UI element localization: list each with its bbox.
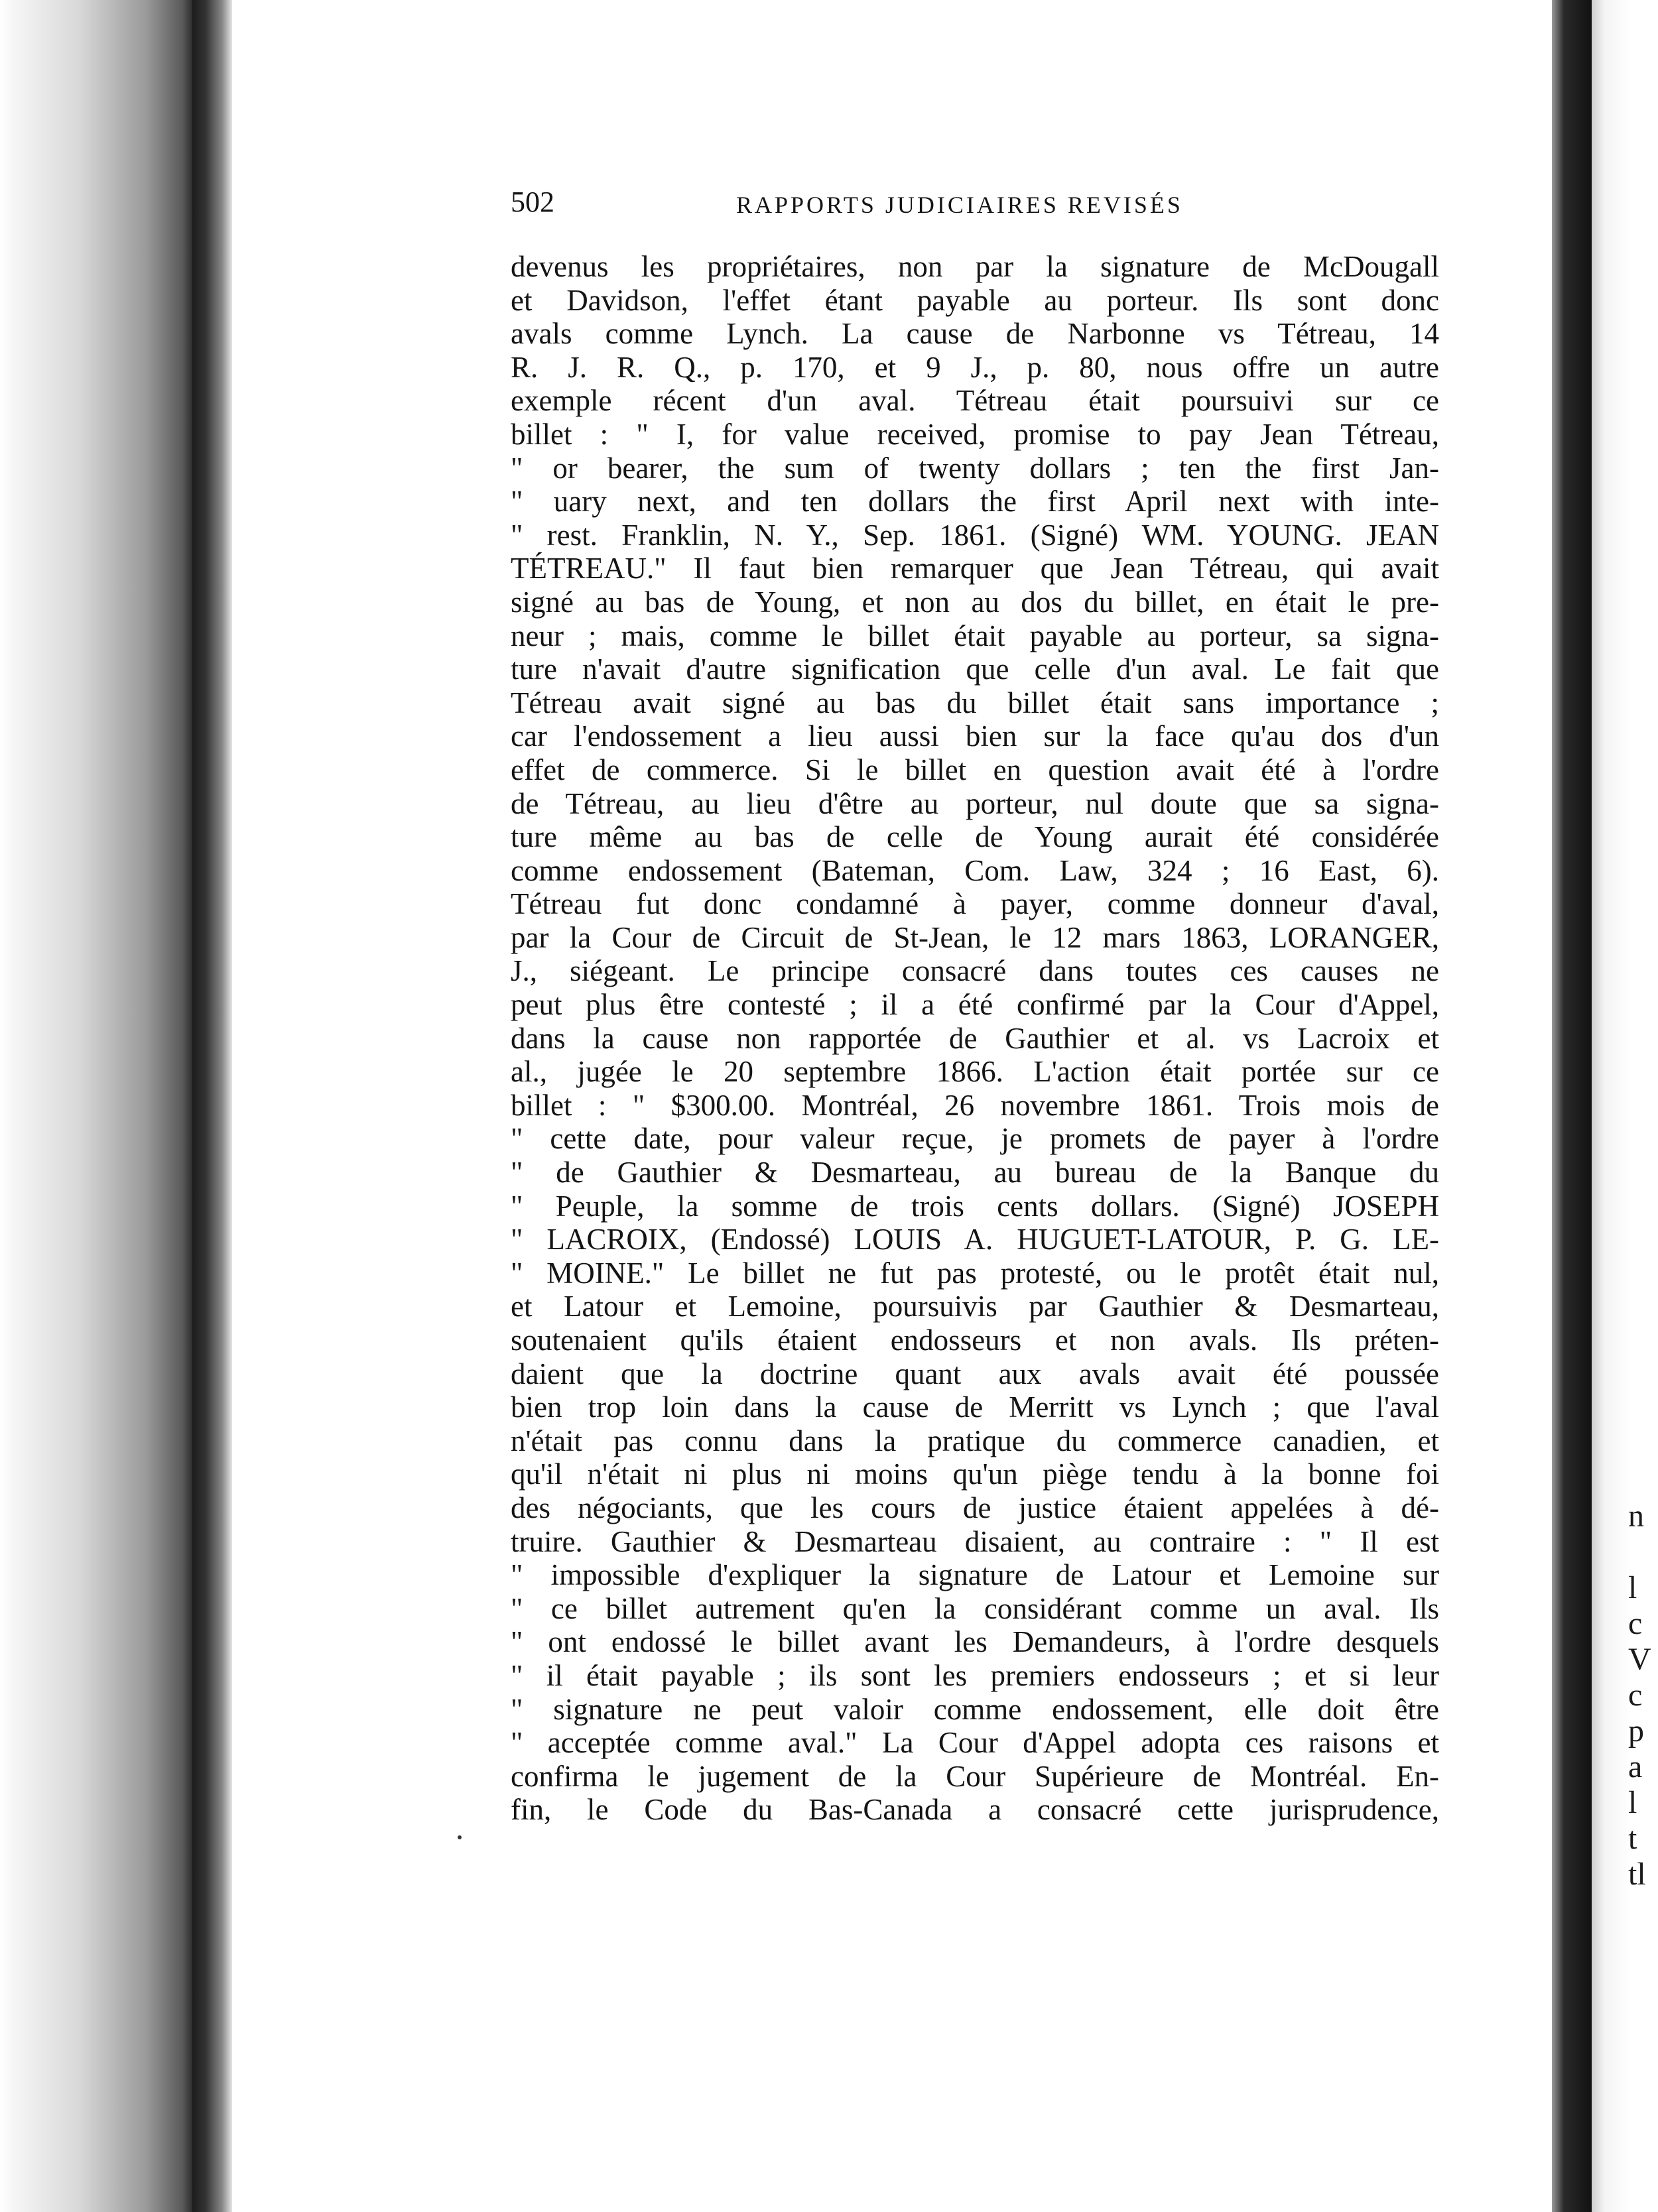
text-line: dans la cause non rapportée de Gauthier et al. vs Lacroix et bbox=[511, 1021, 1439, 1055]
text-line: confirma le jugement de la Cour Supérieure de Montréal. En- bbox=[511, 1759, 1439, 1793]
text-line: qu'il n'était ni plus ni moins qu'un piège tendu à la bonne foi bbox=[511, 1457, 1439, 1491]
page-number: 502 bbox=[511, 186, 554, 218]
text-line: par la Cour de Circuit de St-Jean, le 12 mars 1863, LORANGER, bbox=[511, 920, 1439, 954]
text-line: car l'endossement a lieu aussi bien sur la face qu'au dos d'un bbox=[511, 719, 1439, 753]
text-line: truire. Gauthier & Desmarteau disaient, au contraire : " Il est bbox=[511, 1524, 1439, 1558]
fragment: a bbox=[1628, 1749, 1643, 1784]
fragment: c bbox=[1628, 1678, 1643, 1713]
text-line: " ont endossé le billet avant les Demandeurs, à l'ordre desquels bbox=[511, 1625, 1439, 1659]
text-line: des négociants, que les cours de justice étaient appelées à dé- bbox=[511, 1491, 1439, 1524]
text-line: " MOINE." Le billet ne fut pas protesté, ou le protêt était nul, bbox=[511, 1256, 1439, 1290]
fragment bbox=[1628, 1534, 1658, 1570]
text-line: de Tétreau, au lieu d'être au porteur, nul doute que sa signa- bbox=[511, 786, 1439, 820]
fragment: l bbox=[1628, 1570, 1637, 1605]
text-line: " il était payable ; ils sont les premiers endosseurs ; et si leur bbox=[511, 1658, 1439, 1692]
text-line: neur ; mais, comme le billet était payable au porteur, sa signa- bbox=[511, 619, 1439, 652]
page-content bbox=[511, 182, 1439, 1827]
text-line: billet : " $300.00. Montréal, 26 novembre 1861. Trois mois de bbox=[511, 1088, 1439, 1122]
text-line: ture n'avait d'autre signification que celle d'un aval. Le fait que bbox=[511, 652, 1439, 686]
binding-edge bbox=[192, 0, 232, 2212]
text-line: billet : " I, for value received, promise to pay Jean Tétreau, bbox=[511, 417, 1439, 451]
ink-dot bbox=[458, 1835, 462, 1839]
text-line: exemple récent d'un aval. Tétreau était poursuivi sur ce bbox=[511, 384, 1439, 418]
text-line: et Latour et Lemoine, poursuivis par Gauthier & Desmarteau, bbox=[511, 1290, 1439, 1323]
text-line: ture même au bas de celle de Young aurait été considérée bbox=[511, 820, 1439, 854]
text-line: " impossible d'expliquer la signature de Latour et Lemoine sur bbox=[511, 1558, 1439, 1592]
text-line: soutenaient qu'ils étaient endosseurs et non avals. Ils préten- bbox=[511, 1323, 1439, 1357]
fragment: p bbox=[1628, 1713, 1644, 1749]
text-line: " Peuple, la somme de trois cents dollars. (Signé) JOSEPH bbox=[511, 1189, 1439, 1223]
text-line: Tétreau avait signé au bas du billet était sans importance ; bbox=[511, 686, 1439, 719]
fragment: l bbox=[1628, 1785, 1637, 1820]
next-page-fragments bbox=[1628, 1499, 1658, 1892]
running-title: RAPPORTS JUDICIAIRES REVISÉS bbox=[736, 192, 1183, 218]
body-text bbox=[511, 250, 1439, 1827]
text-line: n'était pas connu dans la pratique du commerce canadien, et bbox=[511, 1424, 1439, 1457]
text-line: effet de commerce. Si le billet en question avait été à l'ordre bbox=[511, 753, 1439, 786]
running-head bbox=[511, 182, 1439, 229]
fragment: V bbox=[1628, 1642, 1651, 1677]
text-line: Tétreau fut donc condamné à payer, comme donneur d'aval, bbox=[511, 887, 1439, 921]
text-line: " rest. Franklin, N. Y., Sep. 1861. (Signé) WM. YOUNG. JEAN bbox=[511, 518, 1439, 552]
text-line: al., jugée le 20 septembre 1866. L'action était portée sur ce bbox=[511, 1055, 1439, 1089]
text-line: " ce billet autrement qu'en la considérant comme un aval. Ils bbox=[511, 1591, 1439, 1625]
text-line: et Davidson, l'effet étant payable au porteur. Ils sont donc bbox=[511, 283, 1439, 317]
text-line: daient que la doctrine quant aux avals avait été poussée bbox=[511, 1357, 1439, 1390]
text-line: " uary next, and ten dollars the first April next with inte- bbox=[511, 485, 1439, 519]
fragment: t bbox=[1628, 1821, 1637, 1856]
text-line: J., siégeant. Le principe consacré dans toutes ces causes ne bbox=[511, 954, 1439, 988]
text-line: " acceptée comme aval." La Cour d'Appel adopta ces raisons et bbox=[511, 1726, 1439, 1760]
text-line: comme endossement (Bateman, Com. Law, 324 ; 16 East, 6). bbox=[511, 853, 1439, 887]
text-line: " or bearer, the sum of twenty dollars ; ten the first Jan- bbox=[511, 451, 1439, 485]
text-line: devenus les propriétaires, non par la signature de McDougall bbox=[511, 250, 1439, 283]
next-page-edge bbox=[1552, 0, 1592, 2212]
binding-shadow bbox=[0, 0, 192, 2212]
text-line: bien trop loin dans la cause de Merritt vs Lynch ; que l'aval bbox=[511, 1390, 1439, 1424]
fragment: n bbox=[1628, 1499, 1644, 1534]
text-line: signé au bas de Young, et non au dos du billet, en était le pre- bbox=[511, 585, 1439, 619]
text-line: avals comme Lynch. La cause de Narbonne vs Tétreau, 14 bbox=[511, 317, 1439, 351]
text-line: TÉTREAU." Il faut bien remarquer que Jean Tétreau, qui avait bbox=[511, 552, 1439, 585]
text-line: " cette date, pour valeur reçue, je promets de payer à l'ordre bbox=[511, 1122, 1439, 1156]
text-line: " signature ne peut valoir comme endossement, elle doit être bbox=[511, 1692, 1439, 1726]
text-line: R. J. R. Q., p. 170, et 9 J., p. 80, nous offre un autre bbox=[511, 350, 1439, 384]
text-line: " LACROIX, (Endossé) LOUIS A. HUGUET-LATOUR, P. G. LE- bbox=[511, 1223, 1439, 1257]
fragment: tl bbox=[1628, 1857, 1646, 1892]
fragment: c bbox=[1628, 1606, 1643, 1641]
text-line: " de Gauthier & Desmarteau, au bureau de la Banque du bbox=[511, 1156, 1439, 1190]
text-line: peut plus être contesté ; il a été confirmé par la Cour d'Appel, bbox=[511, 988, 1439, 1022]
text-line: fin, le Code du Bas-Canada a consacré cette jurisprudence, bbox=[511, 1793, 1439, 1827]
